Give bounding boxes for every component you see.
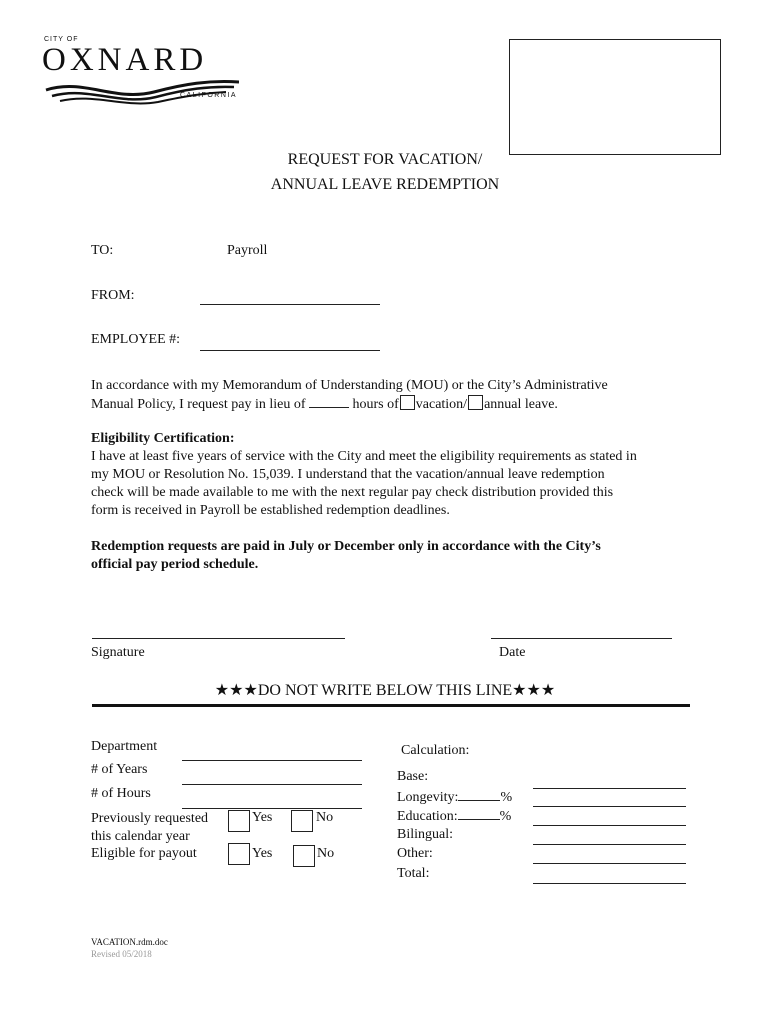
- date-field[interactable]: [491, 622, 672, 639]
- hours-office-field[interactable]: [182, 794, 362, 809]
- education-percent-sign: %: [499, 809, 512, 824]
- years-label: # of Years: [91, 762, 148, 777]
- to-label: TO:: [91, 243, 114, 258]
- footer-revised: Revised 05/2018: [91, 949, 152, 959]
- date-label: Date: [499, 645, 526, 660]
- base-field[interactable]: [533, 774, 686, 789]
- request-line2: [91, 395, 691, 414]
- previously-requested-no-checkbox[interactable]: [291, 810, 313, 832]
- eligibility-line: check will be made available to me with the next regular pay check distribution provided this: [91, 485, 614, 500]
- base-label: Base:: [397, 769, 429, 784]
- request-line1: In accordance with my Memorandum of Understanding (MOU) or the City’s Administrative: [91, 378, 608, 393]
- city-logo: [42, 36, 242, 116]
- signature-label: Signature: [91, 645, 145, 660]
- vacation-checkbox[interactable]: [400, 395, 415, 410]
- bilingual-label: Bilingual:: [397, 827, 453, 842]
- to-value: Payroll: [227, 243, 268, 258]
- eligible-label: Eligible for payout: [91, 846, 197, 861]
- bilingual-field[interactable]: [533, 830, 686, 845]
- department-label: Department: [91, 739, 158, 754]
- divider-rule: [92, 704, 690, 707]
- eligible-no-checkbox[interactable]: [293, 845, 315, 867]
- department-field[interactable]: [182, 746, 362, 761]
- hours-label: # of Hours: [91, 786, 151, 801]
- annual-leave-checkbox[interactable]: [468, 395, 483, 410]
- from-label: FROM:: [91, 288, 135, 303]
- previously-requested-line1: Previously requested: [91, 811, 209, 826]
- eligible-no-label: No: [317, 846, 335, 861]
- education-label: [397, 807, 511, 825]
- request-text-a: Manual Policy, I request pay in lieu of: [91, 397, 306, 412]
- request-text-b: hours of: [352, 397, 399, 412]
- longevity-text: Longevity:: [397, 790, 459, 805]
- other-label: Other:: [397, 846, 433, 861]
- eligible-yes-checkbox[interactable]: [228, 843, 250, 865]
- vacation-label: vacation/: [415, 397, 468, 412]
- eligibility-line: form is received in Payroll be established redemption deadlines.: [91, 503, 450, 518]
- form-title-line2: ANNUAL LEAVE REDEMPTION: [270, 176, 500, 193]
- logo-california: CALIFORNIA: [180, 92, 238, 99]
- eligible-yes-label: Yes: [252, 846, 273, 861]
- redemption-note-line1: Redemption requests are paid in July or December only in accordance with the City’s: [91, 539, 601, 554]
- eligibility-section: [91, 430, 691, 520]
- total-label: Total:: [397, 866, 430, 881]
- other-field[interactable]: [533, 849, 686, 864]
- longevity-percent-field[interactable]: [458, 788, 500, 801]
- form-title-line1: REQUEST FOR VACATION/: [287, 151, 483, 168]
- office-stamp-box: [509, 39, 721, 155]
- from-field[interactable]: [200, 290, 380, 305]
- previously-requested-yes-label: Yes: [252, 810, 273, 825]
- logo-name: OXNARD: [42, 42, 208, 78]
- do-not-write-banner: ★★★DO NOT WRITE BELOW THIS LINE★★★: [214, 682, 556, 699]
- education-percent-field[interactable]: [458, 807, 500, 820]
- years-field[interactable]: [182, 770, 362, 785]
- education-text: Education:: [397, 809, 458, 824]
- eligibility-line: I have at least five years of service with the City and meet the eligibility requirements as stated in: [91, 449, 637, 464]
- signature-field[interactable]: [92, 622, 345, 639]
- logo-city-of: CITY OF: [44, 36, 79, 43]
- longevity-label: [397, 788, 512, 806]
- employee-number-label: EMPLOYEE #:: [91, 332, 181, 347]
- request-paragraph: [91, 377, 691, 414]
- longevity-field[interactable]: [533, 792, 686, 807]
- longevity-percent-sign: %: [500, 790, 513, 805]
- previously-requested-line2: this calendar year: [91, 829, 190, 844]
- previously-requested-yes-checkbox[interactable]: [228, 810, 250, 832]
- hours-field[interactable]: [309, 395, 349, 408]
- education-field[interactable]: [533, 811, 686, 826]
- employee-number-field[interactable]: [200, 336, 380, 351]
- previously-requested-label: [91, 810, 208, 846]
- calculation-heading: Calculation:: [401, 743, 470, 758]
- redemption-note: [91, 538, 691, 574]
- redemption-note-line2: official pay period schedule.: [91, 557, 259, 572]
- footer-filename: VACATION.rdm.doc: [91, 937, 168, 947]
- eligibility-heading: Eligibility Certification:: [91, 431, 235, 446]
- annual-leave-label: annual leave.: [484, 397, 558, 412]
- previously-requested-no-label: No: [316, 810, 334, 825]
- total-field[interactable]: [533, 869, 686, 884]
- eligibility-line: my MOU or Resolution No. 15,039. I understand that the vacation/annual leave redemption: [91, 467, 605, 482]
